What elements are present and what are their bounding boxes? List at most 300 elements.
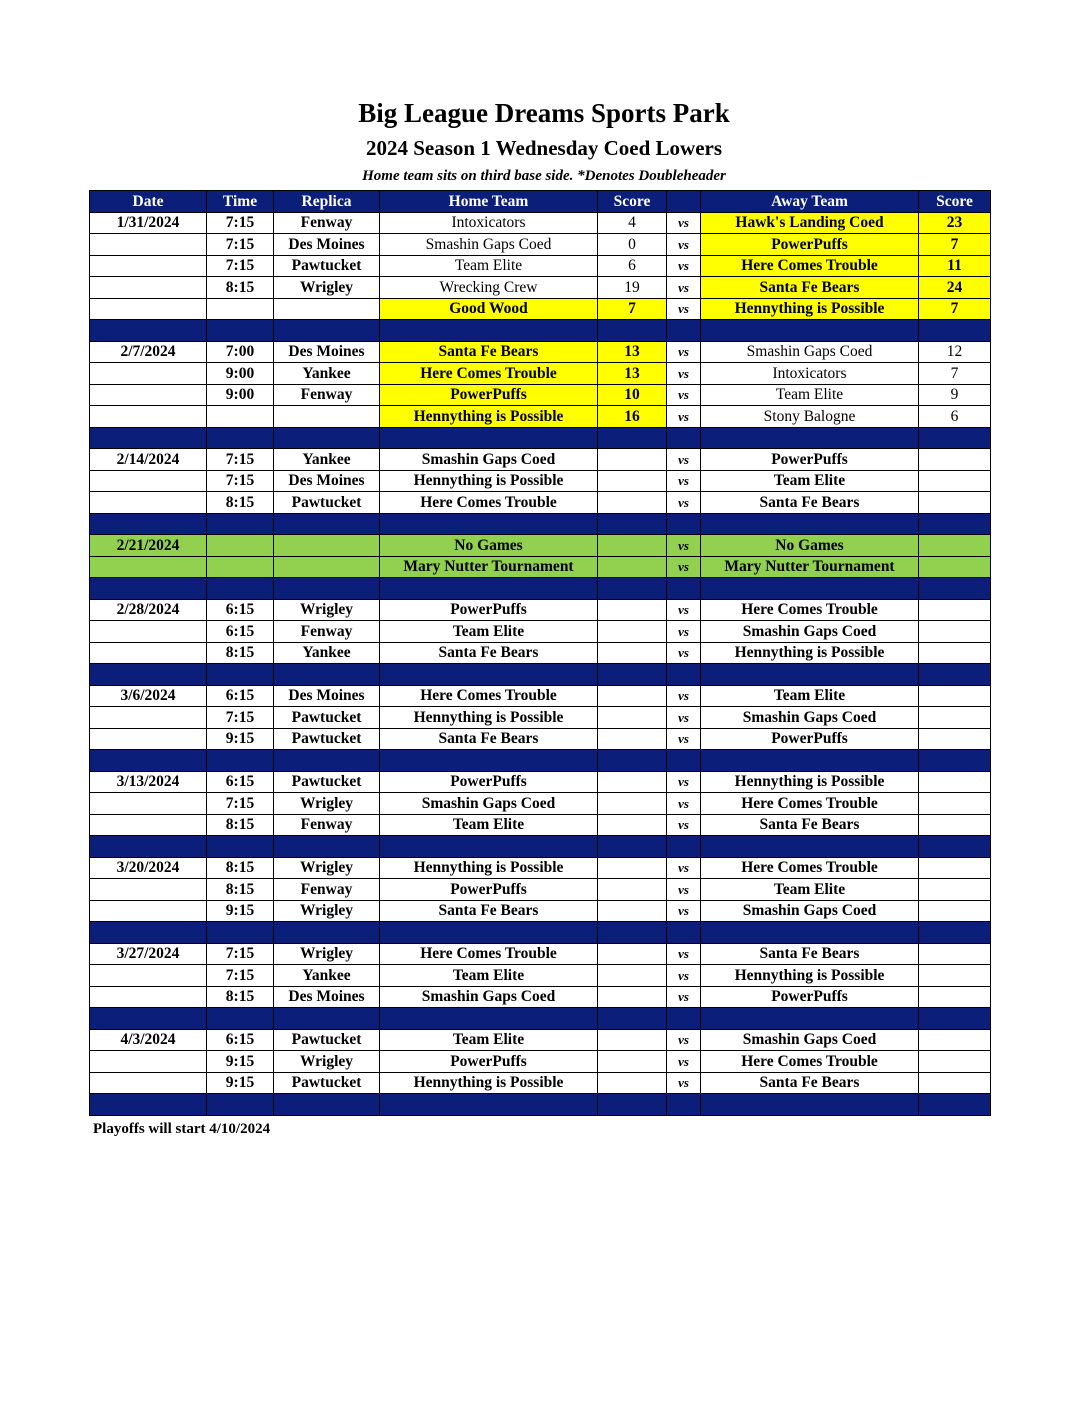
- game-row: [90, 1072, 991, 1094]
- away-score-cell: [919, 685, 991, 707]
- separator-cell: [701, 1094, 919, 1116]
- home-score-cell: [598, 1051, 667, 1073]
- separator-cell: [274, 1094, 380, 1116]
- vs-cell: vs: [667, 234, 701, 256]
- away-team-cell: Here Comes Trouble: [701, 857, 919, 879]
- home-score-cell: [598, 857, 667, 879]
- separator-cell: [598, 427, 667, 449]
- vs-cell: vs: [667, 621, 701, 643]
- date-cell: [90, 406, 207, 428]
- time-cell: 9:15: [207, 1051, 274, 1073]
- replica-cell: Fenway: [274, 384, 380, 406]
- game-row: [90, 599, 991, 621]
- vs-cell: vs: [667, 255, 701, 277]
- home-team-cell: Team Elite: [380, 814, 598, 836]
- separator-row: [90, 922, 991, 944]
- home-score-cell: [598, 492, 667, 514]
- home-score-cell: [598, 556, 667, 578]
- vs-cell: vs: [667, 363, 701, 385]
- separator-cell: [207, 664, 274, 686]
- home-team-cell: Team Elite: [380, 1029, 598, 1051]
- away-score-cell: [919, 943, 991, 965]
- separator-cell: [919, 1094, 991, 1116]
- away-team-cell: Team Elite: [701, 470, 919, 492]
- home-score-cell: 13: [598, 363, 667, 385]
- away-team-cell: Hennything is Possible: [701, 298, 919, 320]
- separator-cell: [598, 578, 667, 600]
- separator-cell: [207, 922, 274, 944]
- game-row: [90, 814, 991, 836]
- date-cell: [90, 492, 207, 514]
- vs-cell: vs: [667, 642, 701, 664]
- separator-cell: [701, 664, 919, 686]
- home-team-cell: Here Comes Trouble: [380, 685, 598, 707]
- date-cell: 2/7/2024: [90, 341, 207, 363]
- separator-cell: [701, 513, 919, 535]
- header-vs: [667, 191, 701, 213]
- date-cell: [90, 255, 207, 277]
- date-cell: [90, 556, 207, 578]
- no-games-row: [90, 535, 991, 557]
- vs-cell: vs: [667, 449, 701, 471]
- no-games-row: [90, 556, 991, 578]
- replica-cell: Wrigley: [274, 1051, 380, 1073]
- separator-cell: [919, 513, 991, 535]
- home-team-cell: PowerPuffs: [380, 879, 598, 901]
- game-row: [90, 965, 991, 987]
- separator-cell: [667, 427, 701, 449]
- home-team-cell: Santa Fe Bears: [380, 900, 598, 922]
- separator-cell: [380, 513, 598, 535]
- game-row: [90, 857, 991, 879]
- game-row: [90, 685, 991, 707]
- replica-cell: Yankee: [274, 363, 380, 385]
- replica-cell: Wrigley: [274, 793, 380, 815]
- away-team-cell: Santa Fe Bears: [701, 943, 919, 965]
- away-score-cell: [919, 642, 991, 664]
- away-score-cell: [919, 707, 991, 729]
- home-team-cell: Santa Fe Bears: [380, 642, 598, 664]
- separator-cell: [207, 320, 274, 342]
- replica-cell: Des Moines: [274, 986, 380, 1008]
- date-cell: [90, 384, 207, 406]
- separator-cell: [380, 320, 598, 342]
- away-score-cell: 11: [919, 255, 991, 277]
- replica-cell: Des Moines: [274, 234, 380, 256]
- separator-cell: [274, 1008, 380, 1030]
- away-score-cell: 6: [919, 406, 991, 428]
- away-team-cell: Hawk's Landing Coed: [701, 212, 919, 234]
- replica-cell: Yankee: [274, 965, 380, 987]
- away-score-cell: 24: [919, 277, 991, 299]
- game-row: [90, 277, 991, 299]
- separator-row: [90, 664, 991, 686]
- date-cell: [90, 707, 207, 729]
- time-cell: 9:15: [207, 1072, 274, 1094]
- date-cell: [90, 965, 207, 987]
- home-score-cell: [598, 1072, 667, 1094]
- date-cell: [90, 234, 207, 256]
- time-cell: 8:15: [207, 642, 274, 664]
- separator-cell: [701, 427, 919, 449]
- home-score-cell: [598, 943, 667, 965]
- separator-cell: [207, 578, 274, 600]
- home-team-cell: Smashin Gaps Coed: [380, 986, 598, 1008]
- time-cell: 7:15: [207, 449, 274, 471]
- game-row: [90, 384, 991, 406]
- replica-cell: Pawtucket: [274, 255, 380, 277]
- time-cell: 6:15: [207, 621, 274, 643]
- separator-cell: [667, 320, 701, 342]
- home-score-cell: [598, 599, 667, 621]
- away-team-cell: Santa Fe Bears: [701, 1072, 919, 1094]
- vs-cell: vs: [667, 793, 701, 815]
- away-team-cell: Here Comes Trouble: [701, 793, 919, 815]
- replica-cell: Wrigley: [274, 599, 380, 621]
- replica-cell: [274, 535, 380, 557]
- vs-cell: vs: [667, 298, 701, 320]
- home-team-cell: Hennything is Possible: [380, 470, 598, 492]
- replica-cell: Wrigley: [274, 900, 380, 922]
- game-row: [90, 212, 991, 234]
- home-score-cell: [598, 449, 667, 471]
- vs-cell: vs: [667, 1072, 701, 1094]
- separator-cell: [90, 1008, 207, 1030]
- replica-cell: [274, 406, 380, 428]
- date-cell: [90, 793, 207, 815]
- away-team-cell: Smashin Gaps Coed: [701, 707, 919, 729]
- replica-cell: Pawtucket: [274, 728, 380, 750]
- separator-cell: [274, 750, 380, 772]
- separator-cell: [701, 320, 919, 342]
- replica-cell: [274, 556, 380, 578]
- date-cell: 3/6/2024: [90, 685, 207, 707]
- separator-cell: [207, 836, 274, 858]
- game-row: [90, 771, 991, 793]
- home-team-cell: Team Elite: [380, 255, 598, 277]
- vs-cell: vs: [667, 900, 701, 922]
- replica-cell: Des Moines: [274, 685, 380, 707]
- game-row: [90, 1051, 991, 1073]
- game-row: [90, 449, 991, 471]
- header-home-team: Home Team: [380, 191, 598, 213]
- away-team-cell: Here Comes Trouble: [701, 1051, 919, 1073]
- home-team-cell: Intoxicators: [380, 212, 598, 234]
- time-cell: 7:15: [207, 943, 274, 965]
- away-score-cell: [919, 535, 991, 557]
- home-score-cell: [598, 965, 667, 987]
- home-team-cell: Hennything is Possible: [380, 707, 598, 729]
- date-cell: [90, 642, 207, 664]
- replica-cell: [274, 298, 380, 320]
- home-score-cell: [598, 793, 667, 815]
- vs-cell: vs: [667, 965, 701, 987]
- separator-row: [90, 836, 991, 858]
- away-team-cell: Here Comes Trouble: [701, 599, 919, 621]
- home-score-cell: [598, 621, 667, 643]
- away-team-cell: Team Elite: [701, 685, 919, 707]
- separator-cell: [701, 922, 919, 944]
- separator-cell: [919, 922, 991, 944]
- game-row: [90, 492, 991, 514]
- separator-cell: [701, 750, 919, 772]
- separator-cell: [274, 578, 380, 600]
- time-cell: 7:15: [207, 793, 274, 815]
- separator-cell: [919, 664, 991, 686]
- vs-cell: vs: [667, 857, 701, 879]
- separator-cell: [919, 427, 991, 449]
- separator-cell: [598, 1094, 667, 1116]
- home-team-cell: Wrecking Crew: [380, 277, 598, 299]
- date-cell: 3/13/2024: [90, 771, 207, 793]
- date-cell: [90, 986, 207, 1008]
- away-team-cell: PowerPuffs: [701, 449, 919, 471]
- replica-cell: Pawtucket: [274, 771, 380, 793]
- away-team-cell: PowerPuffs: [701, 728, 919, 750]
- time-cell: 8:15: [207, 879, 274, 901]
- game-row: [90, 470, 991, 492]
- home-team-cell: Santa Fe Bears: [380, 341, 598, 363]
- vs-cell: vs: [667, 1029, 701, 1051]
- replica-cell: Yankee: [274, 449, 380, 471]
- away-score-cell: [919, 1051, 991, 1073]
- separator-cell: [380, 664, 598, 686]
- date-cell: 2/28/2024: [90, 599, 207, 621]
- away-score-cell: [919, 621, 991, 643]
- away-score-cell: 9: [919, 384, 991, 406]
- date-cell: 3/20/2024: [90, 857, 207, 879]
- time-cell: 7:15: [207, 965, 274, 987]
- separator-cell: [919, 836, 991, 858]
- game-row: [90, 707, 991, 729]
- home-score-cell: [598, 728, 667, 750]
- away-team-cell: PowerPuffs: [701, 986, 919, 1008]
- home-team-cell: Smashin Gaps Coed: [380, 234, 598, 256]
- separator-cell: [90, 578, 207, 600]
- home-team-cell: PowerPuffs: [380, 384, 598, 406]
- separator-cell: [207, 750, 274, 772]
- separator-cell: [667, 513, 701, 535]
- separator-cell: [667, 664, 701, 686]
- away-team-cell: PowerPuffs: [701, 234, 919, 256]
- date-cell: [90, 728, 207, 750]
- separator-cell: [380, 922, 598, 944]
- home-score-cell: 6: [598, 255, 667, 277]
- time-cell: 6:15: [207, 771, 274, 793]
- date-cell: [90, 621, 207, 643]
- separator-cell: [919, 1008, 991, 1030]
- time-cell: 7:15: [207, 234, 274, 256]
- vs-cell: vs: [667, 277, 701, 299]
- game-row: [90, 642, 991, 664]
- vs-cell: vs: [667, 771, 701, 793]
- away-score-cell: [919, 599, 991, 621]
- vs-cell: vs: [667, 341, 701, 363]
- separator-cell: [207, 513, 274, 535]
- away-team-cell: Hennything is Possible: [701, 965, 919, 987]
- replica-cell: Fenway: [274, 212, 380, 234]
- home-score-cell: [598, 642, 667, 664]
- vs-cell: vs: [667, 986, 701, 1008]
- away-score-cell: 7: [919, 298, 991, 320]
- away-score-cell: 7: [919, 363, 991, 385]
- vs-cell: vs: [667, 384, 701, 406]
- away-score-cell: [919, 449, 991, 471]
- away-team-cell: No Games: [701, 535, 919, 557]
- date-cell: [90, 363, 207, 385]
- vs-cell: vs: [667, 943, 701, 965]
- date-cell: [90, 1051, 207, 1073]
- home-score-cell: 10: [598, 384, 667, 406]
- game-row: [90, 621, 991, 643]
- home-team-cell: Santa Fe Bears: [380, 728, 598, 750]
- separator-cell: [90, 513, 207, 535]
- away-team-cell: Stony Balogne: [701, 406, 919, 428]
- separator-row: [90, 750, 991, 772]
- separator-cell: [274, 320, 380, 342]
- away-score-cell: [919, 814, 991, 836]
- separator-cell: [380, 1094, 598, 1116]
- time-cell: 8:15: [207, 277, 274, 299]
- separator-cell: [919, 578, 991, 600]
- away-team-cell: Intoxicators: [701, 363, 919, 385]
- away-team-cell: Smashin Gaps Coed: [701, 621, 919, 643]
- header-home-score: Score: [598, 191, 667, 213]
- away-score-cell: [919, 1072, 991, 1094]
- separator-row: [90, 427, 991, 449]
- separator-cell: [90, 427, 207, 449]
- header-away-score: Score: [919, 191, 991, 213]
- away-team-cell: Smashin Gaps Coed: [701, 1029, 919, 1051]
- separator-cell: [90, 1094, 207, 1116]
- separator-cell: [274, 664, 380, 686]
- away-team-cell: Smashin Gaps Coed: [701, 900, 919, 922]
- playoffs-note: Playoffs will start 4/10/2024: [93, 1121, 271, 1137]
- separator-cell: [598, 750, 667, 772]
- away-score-cell: [919, 986, 991, 1008]
- separator-cell: [667, 750, 701, 772]
- separator-cell: [598, 1008, 667, 1030]
- header-replica: Replica: [274, 191, 380, 213]
- date-cell: 1/31/2024: [90, 212, 207, 234]
- replica-cell: Pawtucket: [274, 707, 380, 729]
- home-team-cell: Smashin Gaps Coed: [380, 449, 598, 471]
- away-team-cell: Team Elite: [701, 384, 919, 406]
- time-cell: [207, 406, 274, 428]
- away-team-cell: Hennything is Possible: [701, 771, 919, 793]
- vs-cell: vs: [667, 685, 701, 707]
- away-score-cell: [919, 1029, 991, 1051]
- vs-cell: vs: [667, 599, 701, 621]
- home-score-cell: [598, 814, 667, 836]
- separator-cell: [701, 578, 919, 600]
- away-score-cell: [919, 879, 991, 901]
- home-team-cell: Here Comes Trouble: [380, 943, 598, 965]
- separator-cell: [380, 836, 598, 858]
- date-cell: [90, 900, 207, 922]
- replica-cell: Wrigley: [274, 943, 380, 965]
- replica-cell: Pawtucket: [274, 492, 380, 514]
- home-team-cell: Team Elite: [380, 965, 598, 987]
- time-cell: [207, 535, 274, 557]
- replica-cell: Des Moines: [274, 341, 380, 363]
- time-cell: [207, 298, 274, 320]
- separator-row: [90, 1094, 991, 1116]
- time-cell: 7:00: [207, 341, 274, 363]
- home-score-cell: 4: [598, 212, 667, 234]
- game-row: [90, 879, 991, 901]
- home-team-cell: Hennything is Possible: [380, 857, 598, 879]
- date-cell: 3/27/2024: [90, 943, 207, 965]
- separator-cell: [598, 320, 667, 342]
- vs-cell: vs: [667, 406, 701, 428]
- home-team-cell: Smashin Gaps Coed: [380, 793, 598, 815]
- separator-cell: [274, 427, 380, 449]
- separator-cell: [701, 1008, 919, 1030]
- home-team-cell: No Games: [380, 535, 598, 557]
- time-cell: 9:00: [207, 363, 274, 385]
- game-row: [90, 234, 991, 256]
- time-cell: 7:15: [207, 707, 274, 729]
- game-row: [90, 943, 991, 965]
- time-cell: 6:15: [207, 685, 274, 707]
- time-cell: 8:15: [207, 857, 274, 879]
- away-team-cell: Team Elite: [701, 879, 919, 901]
- home-score-cell: 16: [598, 406, 667, 428]
- vs-cell: vs: [667, 1051, 701, 1073]
- date-cell: [90, 814, 207, 836]
- separator-cell: [598, 836, 667, 858]
- home-score-cell: [598, 535, 667, 557]
- header-away-team: Away Team: [701, 191, 919, 213]
- header-time: Time: [207, 191, 274, 213]
- home-score-cell: [598, 986, 667, 1008]
- away-score-cell: [919, 728, 991, 750]
- game-row: [90, 1029, 991, 1051]
- time-cell: 9:15: [207, 900, 274, 922]
- away-team-cell: Santa Fe Bears: [701, 492, 919, 514]
- replica-cell: Wrigley: [274, 277, 380, 299]
- away-score-cell: 23: [919, 212, 991, 234]
- home-score-cell: [598, 685, 667, 707]
- away-team-cell: Hennything is Possible: [701, 642, 919, 664]
- separator-cell: [598, 664, 667, 686]
- home-score-cell: [598, 707, 667, 729]
- replica-cell: Pawtucket: [274, 1029, 380, 1051]
- home-team-cell: Team Elite: [380, 621, 598, 643]
- away-team-cell: Mary Nutter Tournament: [701, 556, 919, 578]
- time-cell: 7:15: [207, 470, 274, 492]
- away-score-cell: [919, 492, 991, 514]
- separator-cell: [598, 513, 667, 535]
- separator-row: [90, 578, 991, 600]
- separator-cell: [274, 922, 380, 944]
- date-cell: [90, 298, 207, 320]
- away-team-cell: Here Comes Trouble: [701, 255, 919, 277]
- home-team-cell: Mary Nutter Tournament: [380, 556, 598, 578]
- schedule-note: Home team sits on third base side. *Denotes Doubleheader: [362, 168, 726, 184]
- time-cell: 6:15: [207, 599, 274, 621]
- game-row: [90, 406, 991, 428]
- time-cell: 7:15: [207, 212, 274, 234]
- separator-cell: [701, 836, 919, 858]
- date-cell: [90, 470, 207, 492]
- away-team-cell: Santa Fe Bears: [701, 277, 919, 299]
- home-score-cell: [598, 771, 667, 793]
- separator-row: [90, 1008, 991, 1030]
- separator-cell: [90, 320, 207, 342]
- date-cell: [90, 879, 207, 901]
